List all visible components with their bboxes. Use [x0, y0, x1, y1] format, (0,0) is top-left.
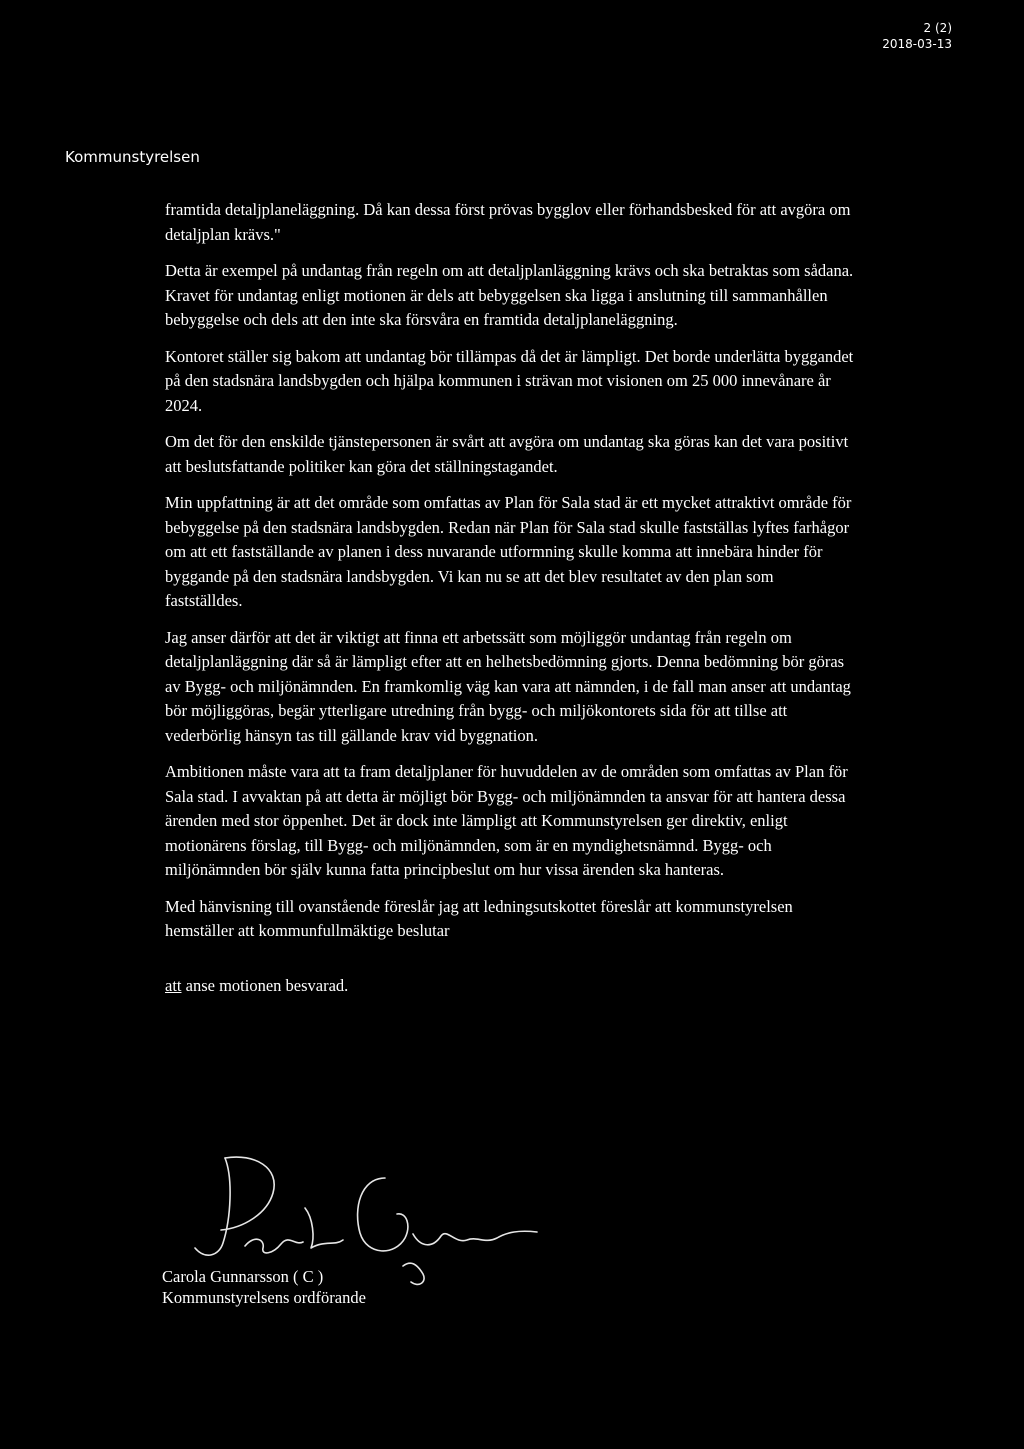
paragraph: Detta är exempel på undantag från regeln om att detaljplanläggning krävs och ska betraktas som sådana. Kravet för undantag enligt motionen är dels att bebyggelsen ska ligga i anslutning till sammanhållen bebyggelse och dels att den inte ska försvåra en framtida detaljplaneläggning. [165, 261, 854, 329]
paragraph: Om det för den enskilde tjänstepersonen är svårt att avgöra om undantag ska göras kan det vara positivt att beslutsfattande politiker kan göra det ställningstagandet. [165, 432, 849, 476]
document-date: 2018-03-13 [882, 37, 952, 51]
paragraph: Kontoret ställer sig bakom att undantag bör tillämpas då det är lämpligt. Det borde underlätta byggandet på den stadsnära landsbygden och hjälpa kommunen i strävan mot visionen om 25 000 innevånare år 2024. [165, 346, 854, 415]
decision-att: att [165, 975, 182, 995]
paragraph: Min uppfattning är att det område som omfattas av Plan för Sala stad är ett mycket attraktivt område för bebyggelse på den stadsnära landsbygden. Redan när Plan för Sala stad skulle fastställas lyftes farhågor om att ett fastställande av planen i dess nuvarande utformning skulle komma att innebära hinder för byggande på den stadsnära landsbygden. Vi kan nu se att det blev resultatet av den plan som fastställdes. [165, 493, 852, 610]
paragraph: Med hänvisning till ovanstående föreslår jag att ledningsutskottet föreslår att kommunstyrelsen hemställer att kommunfullmäktige beslutar [165, 896, 793, 940]
page-header-meta [882, 20, 952, 52]
letter-body [165, 198, 855, 1010]
page-number: 2 (2) [923, 21, 952, 35]
decision-line [165, 974, 855, 999]
paragraph: Ambitionen måste vara att ta fram detaljplaner för huvuddelen av de områden som omfattas av Plan för Sala stad. I avvaktan på att detta är möjligt bör Bygg- och miljönämnden ta ansvar för att hantera dessa ärenden med stor öppenhet. Det är dock inte lämpligt att Kommunstyrelsen ger direktiv, enligt motionärens förslag, till Bygg- och miljönämnden, som är en myndighetsnämnd. Bygg- och miljönämnden bör själv kunna fatta principbeslut om hur vissa ärenden ska hanteras. [165, 762, 848, 879]
decision-text: anse motionen besvarad. [181, 975, 349, 995]
paragraph: framtida detaljplaneläggning. Då kan dessa först prövas bygglov eller förhandsbesked för att avgöra om detaljplan krävs." [165, 200, 851, 244]
recipient-label: Kommunstyrelsen [65, 148, 200, 166]
signer-name: Carola Gunnarsson ( C ) [162, 1267, 324, 1286]
paragraph: Jag anser därför att det är viktigt att finna ett arbetssätt som möjliggör undantag från regeln om detaljplanläggning där så är lämpligt efter att en helhetsbedömning gjorts. Denna bedömning bör göras av Bygg- och miljönämnden. En framkomlig väg kan vara att nämnden, i de fall man anser att undantag bör möjliggöras, begär ytterligare utredning från bygg- och miljökontorets sida för att tillse att vederbörlig hänsyn tas till gällande krav vid byggnation. [165, 627, 851, 745]
signer-block [162, 1266, 366, 1308]
signer-title: Kommunstyrelsens ordförande [162, 1288, 366, 1307]
